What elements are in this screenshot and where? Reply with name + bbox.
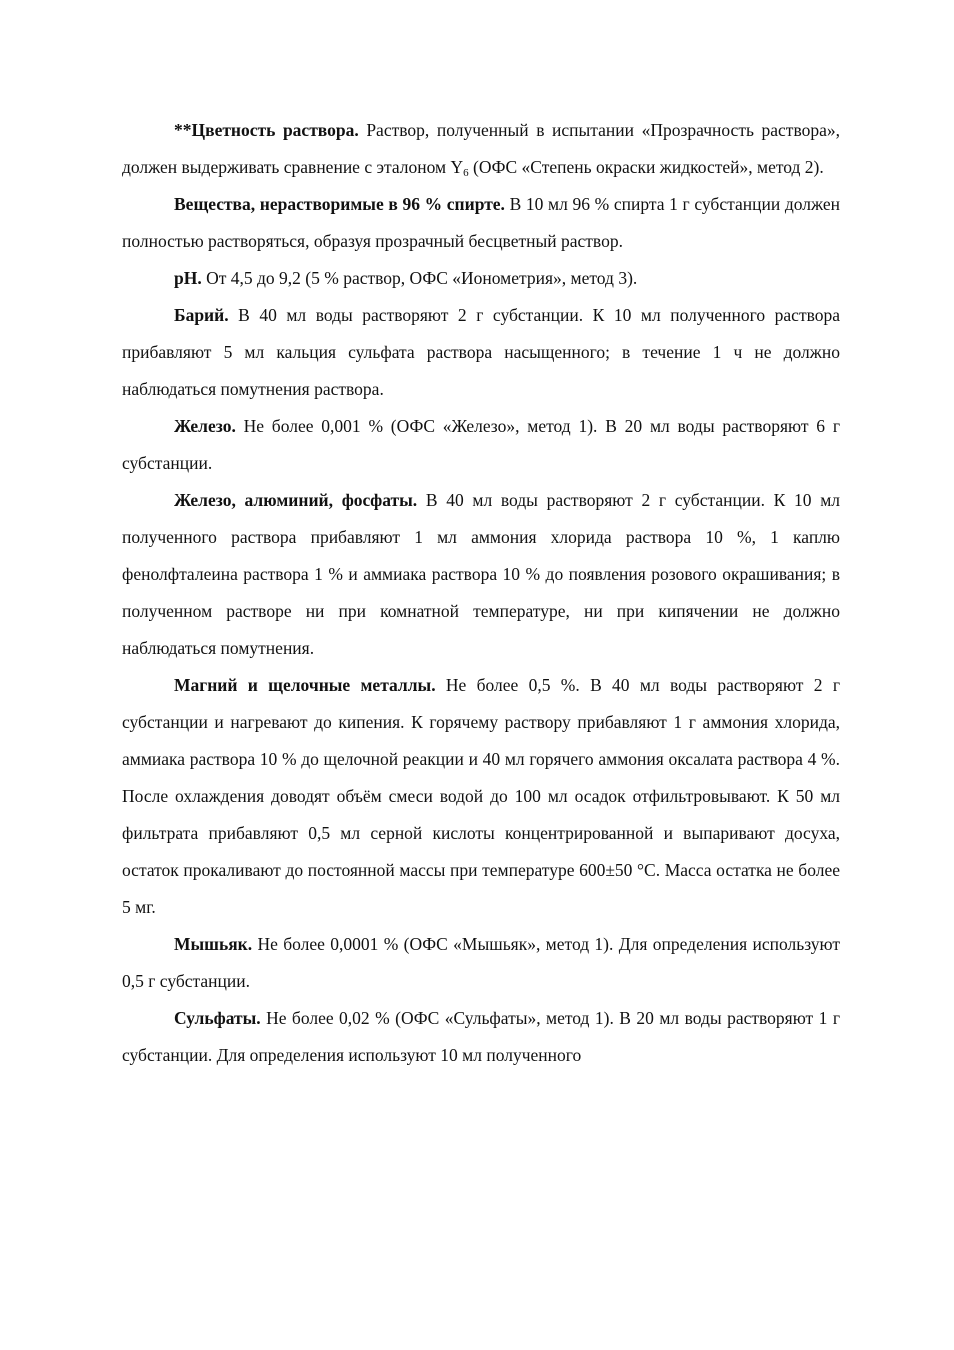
paragraph-title: Барий.: [174, 305, 229, 325]
paragraph-arsenic: [122, 926, 840, 1000]
paragraph-text: В 40 мл воды растворяют 2 г субстанции. К 10 мл полученного раствора прибавляют 1 мл аммония хлорида раствора 10 %, 1 каплю фенолфталеина раствора 1 % и аммиака раствора 10 % до появления розового окрашивания; в полученном растворе ни при комнатной температуре, ни при кипячении не должно наблюдаться помутнения.: [122, 490, 841, 658]
paragraph-text: Не более 0,0001 % (ОФС «Мышьяк», метод 1). Для определения используют 0,5 г субстанции.: [122, 934, 840, 991]
paragraph-text: Не более 0,02 % (ОФС «Сульфаты», метод 1). В 20 мл воды растворяют 1 г субстанции. Для определения используют 10 мл полученного: [122, 1008, 840, 1065]
paragraph-text: От 4,5 до 9,2 (5 % раствор, ОФС «Ионометрия», метод 3).: [201, 268, 638, 288]
paragraph-text: Не более 0,001 % (ОФС «Железо», метод 1). В 20 мл воды растворяют 6 г субстанции.: [122, 416, 840, 473]
paragraph-text: Раствор, полученный в испытании «Прозрачность раствора», должен выдерживать сравнение с эталоном Y: [122, 120, 840, 177]
paragraph-text: В 40 мл воды растворяют 2 г субстанции. К 10 мл полученного раствора прибавляют 5 мл кальция сульфата раствора насыщенного; в течение 1 ч не должно наблюдаться помутнения раствора.: [122, 305, 840, 399]
document-page: [122, 112, 840, 1074]
paragraph-title: Мышьяк.: [174, 934, 253, 954]
paragraph-color: [122, 112, 840, 186]
paragraph-title: Железо, алюминий, фосфаты.: [174, 490, 418, 510]
paragraph-title: pH.: [174, 268, 202, 288]
paragraph-iron-al-phos: [122, 482, 840, 667]
paragraph-magnesium: [122, 667, 840, 926]
subscript: 6: [463, 167, 469, 179]
paragraph-text: (ОФС «Степень окраски жидкостей», метод 2).: [468, 157, 824, 177]
paragraph-title: **Цветность раствора.: [174, 120, 359, 140]
paragraph-text: Не более 0,5 %. В 40 мл воды растворяют 2 г субстанции и нагревают до кипения. К горячему раствору прибавляют 1 г аммония хлорида, аммиака раствора 10 % до щелочной реакции и 40 мл горячего аммония оксалата раствора 4 %. После охлаждения доводят объём смеси водой до 100 мл осадок отфильтровывают. К 50 мл фильтрата прибавляют 0,5 мл серной кислоты концентрированной и выпаривают досуха, остаток прокаливают до постоянной массы при температуре 600±50 °C. Масса остатка не более 5 мг.: [122, 675, 840, 917]
paragraph-iron: [122, 408, 840, 482]
paragraph-title: Сульфаты.: [174, 1008, 261, 1028]
paragraph-title: Магний и щелочные металлы.: [174, 675, 436, 695]
paragraph-sulfates: [122, 1000, 840, 1074]
paragraph-ph: [122, 260, 840, 297]
paragraph-barium: [122, 297, 840, 408]
paragraph-text: В 10 мл 96 % спирта 1 г субстанции должен полностью растворяться, образуя прозрачный бесцветный раствор.: [122, 194, 840, 251]
paragraph-insoluble: [122, 186, 840, 260]
paragraph-title: Вещества, нерастворимые в 96 % спирте.: [174, 194, 505, 214]
paragraph-title: Железо.: [174, 416, 236, 436]
